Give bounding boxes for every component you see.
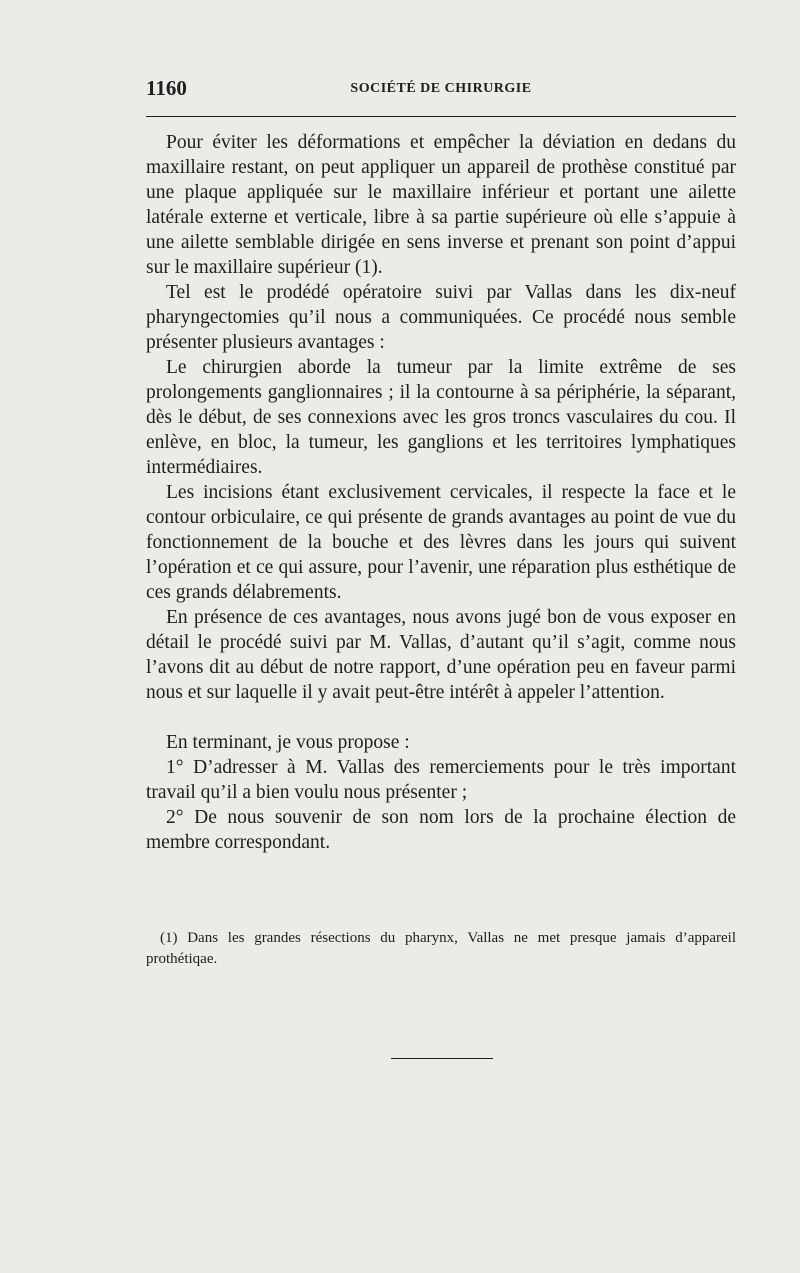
- end-rule: [391, 1058, 493, 1059]
- paragraph-prosthesis: Pour éviter les déformations et empêcher la déviation en dedans du maxillaire restant, on peut appliquer un appareil de prothèse constitué par une plaque appliquée sur le maxillaire inférieur et portant une ailette latérale externe et verticale, libre à sa partie supérieure où elle s’appuie à une ailette semblable dirigée en sens inverse et prenant son point d’appui sur le maxillaire supérieur (1).: [146, 132, 736, 278]
- paragraph-surgeon: Le chirurgien aborde la tumeur par la limite extrême de ses prolongements ganglionnaires ; il la contourne à sa périphérie, la séparant, dès le début, de ses connexions avec les gros troncs vasculaires du cou. Il enlève, en bloc, la tumeur, les ganglions et les territoires lymphatiques intermédiaires.: [146, 357, 736, 478]
- paragraph-incisions: Les incisions étant exclusivement cervicales, il respecte la face et le contour orbiculaire, ce qui présente de grands avantages au point de vue du fonctionnement de la bouche et des lèvres dans les jours qui suivent l’opération et ce qui assure, pour l’avenir, une réparation plus esthétique de ces grands délabrements.: [146, 482, 736, 603]
- footnote: [146, 928, 736, 970]
- paragraph-conclusion: En terminant, je vous propose :: [166, 732, 410, 753]
- header-rule: [146, 116, 736, 117]
- body-text: [146, 130, 736, 855]
- paragraph-procedure: Tel est le prodédé opératoire suivi par Vallas dans les dix-neuf pharyngectomies qu’il nous a communiquées. Ce procédé nous semble présenter plusieurs avantages :: [146, 282, 736, 353]
- paragraph-proposal-2: 2° De nous souvenir de son nom lors de la prochaine élection de membre correspondant.: [146, 807, 736, 853]
- page-number: 1160: [146, 76, 187, 100]
- footnote-text: (1) Dans les grandes résections du pharynx, Vallas ne met presque jamais d’appareil prothétiqae.: [146, 930, 736, 967]
- running-head: SOCIÉTÉ DE CHIRURGIE: [350, 81, 532, 96]
- paragraph-proposal-1: 1° D’adresser à M. Vallas des remerciements pour le très important travail qu’il a bien voulu nous présenter ;: [146, 757, 736, 803]
- paragraph-advantages: En présence de ces avantages, nous avons jugé bon de vous exposer en détail le procédé suivi par M. Vallas, d’autant qu’il s’agit, comme nous l’avons dit au début de notre rapport, d’une opération peu en faveur parmi nous et sur laquelle il y avait peut-être intérêt à appeler l’attention.: [146, 607, 736, 703]
- page-header: [146, 76, 736, 102]
